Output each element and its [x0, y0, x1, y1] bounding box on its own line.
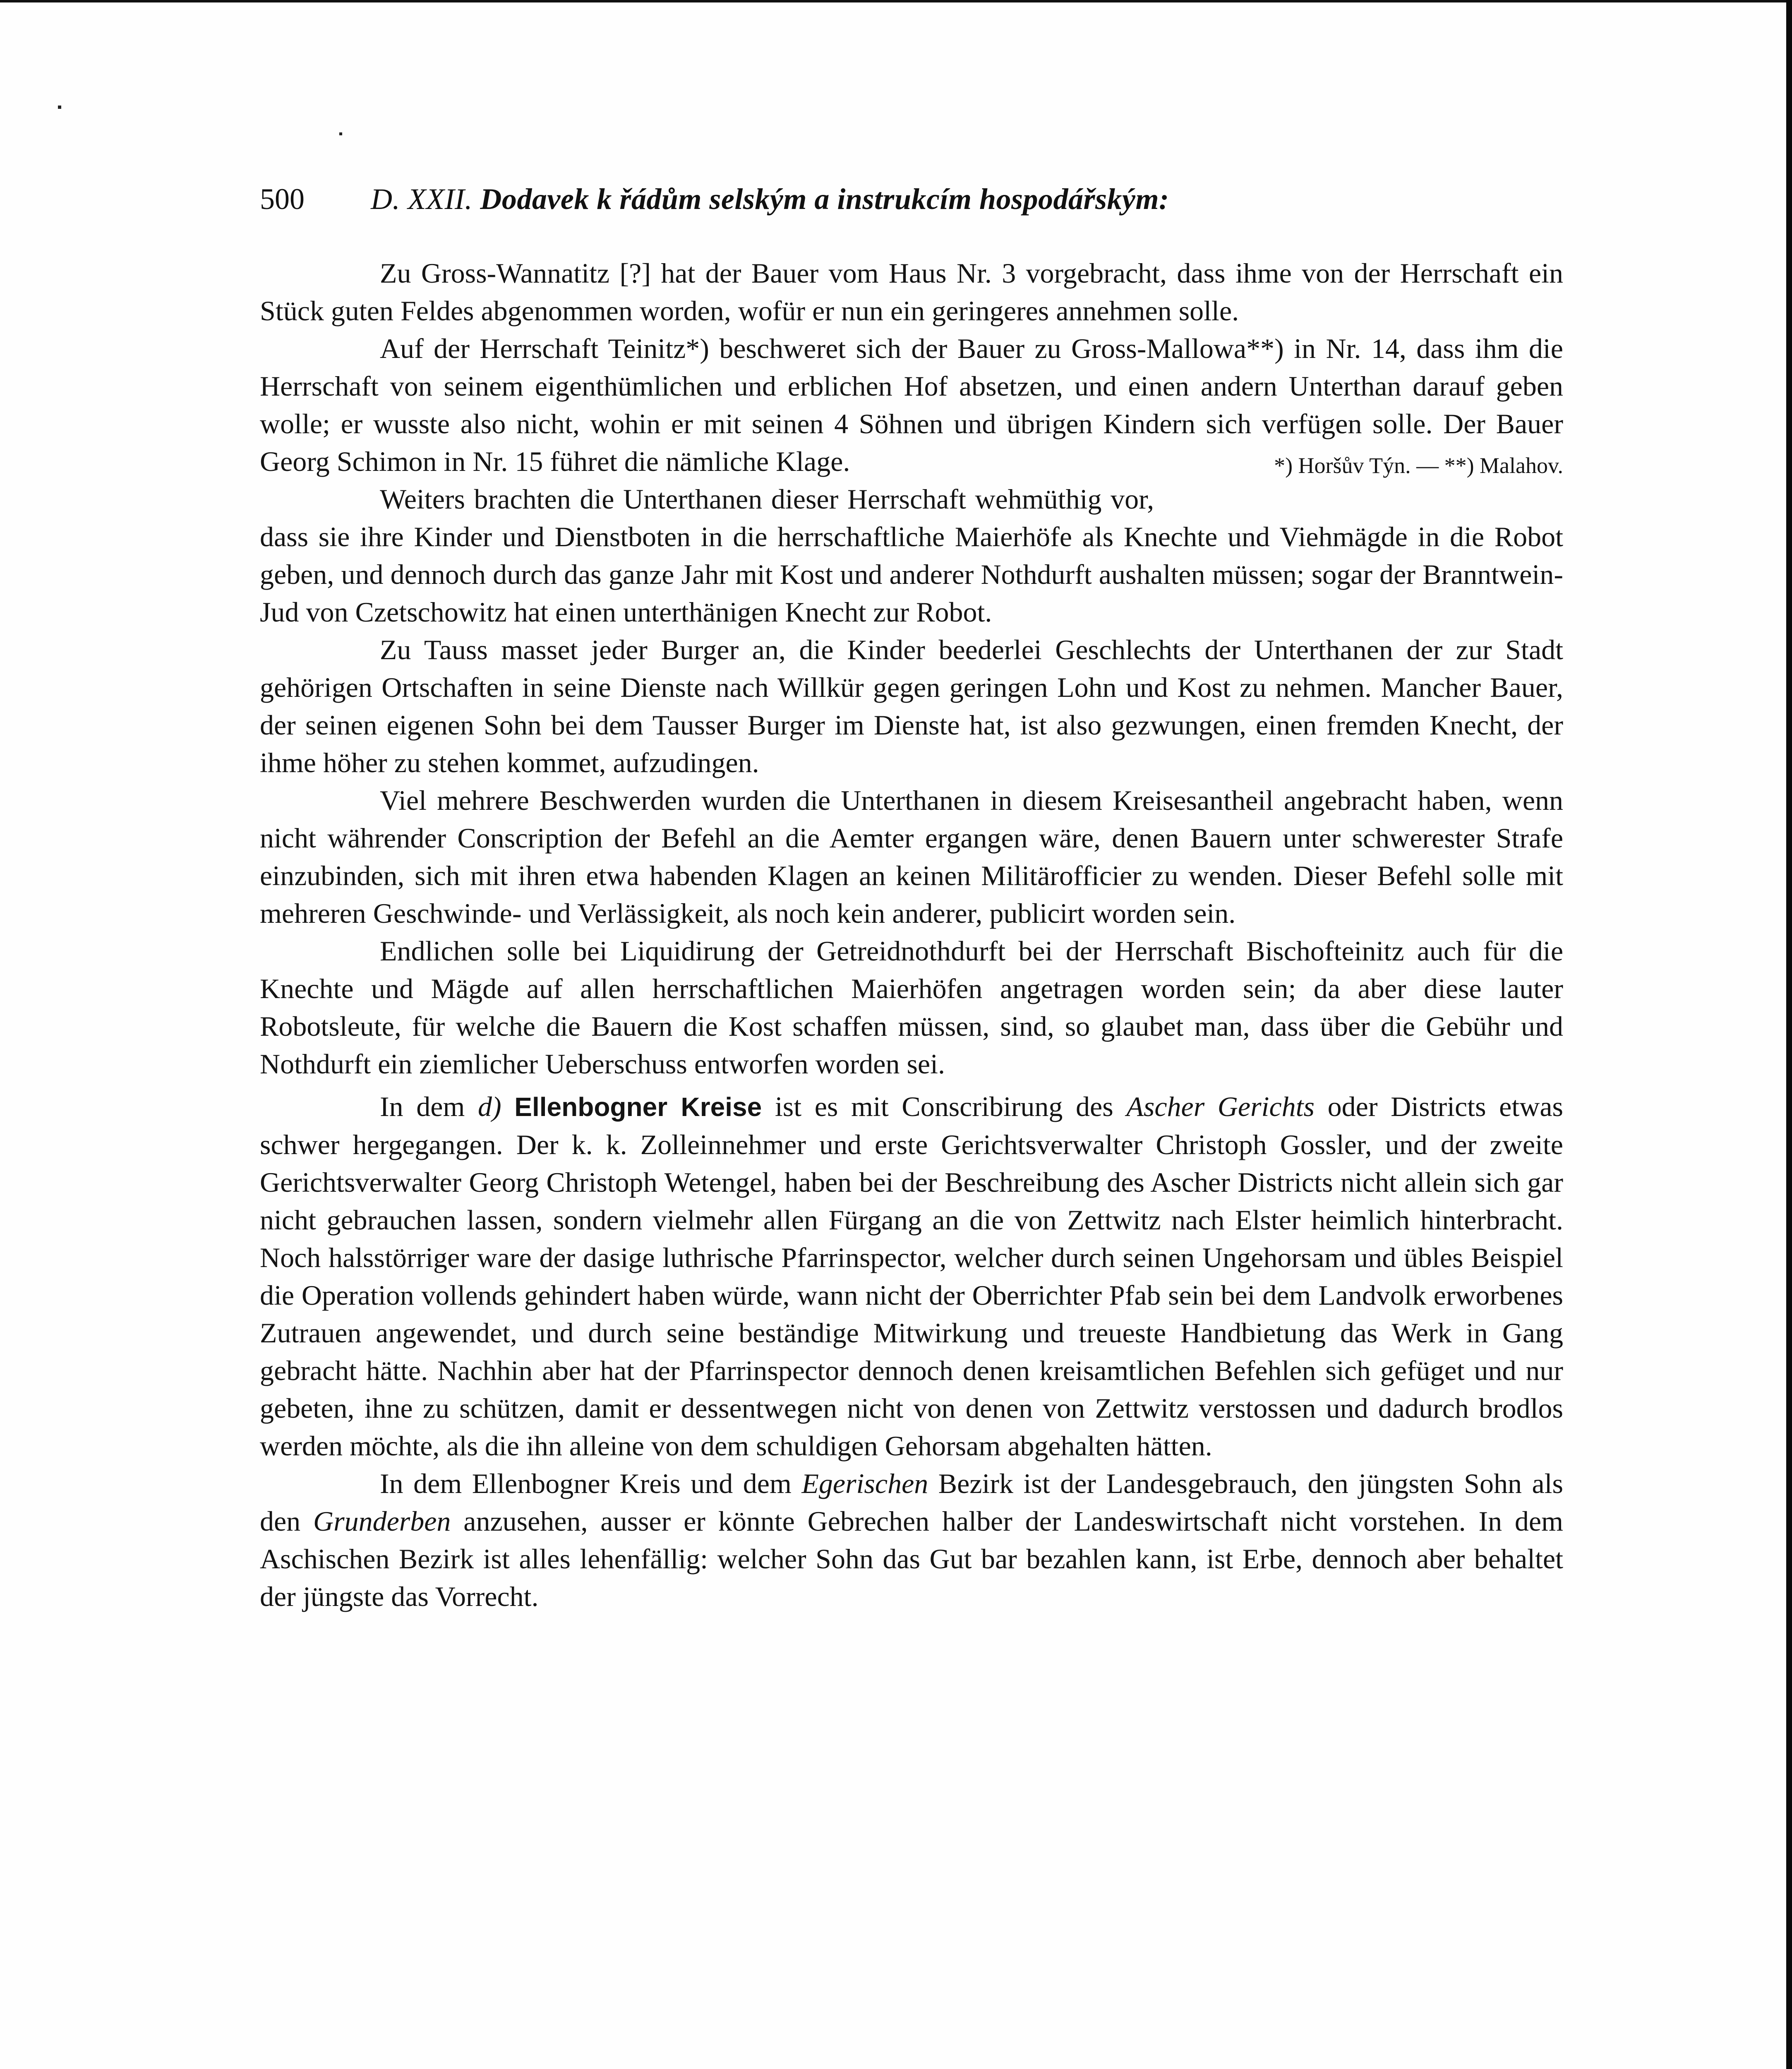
text-run: In dem Ellenbogner Kreis und dem	[380, 1468, 792, 1499]
paragraph-text: Auf der Herrschaft Teinitz*) beschweret sich der Bauer zu Gross-Mallowa**) in Nr. 14, dass ihm die Herrschaft von seinem eigenthümlichen und erblichen Hof absetzen, und einen andern Unterthan darauf geben wolle; er wusste also nicht, wohin er mit seinen 4 Söhnen und übrigen Kindern sich verfügen solle. Der Bauer Georg Schimon in Nr. 15 führet die nämliche Klage.	[260, 333, 1563, 477]
running-title	[371, 182, 1169, 216]
emphasis: Ascher Gerichts	[1126, 1091, 1315, 1122]
text-run: In dem	[380, 1091, 465, 1122]
section-heading: Ellenbogner Kreise	[514, 1092, 762, 1122]
running-header	[260, 182, 1563, 216]
text-run: Bezirk ist der Landesgebrauch, den jüngsten Sohn als den	[260, 1468, 1564, 1537]
text-run: anzusehen, ausser er könnte Gebrechen halber der Landeswirtschaft nicht vorstehen. In dem Aschischen Bezirk ist alles lehenfällig: welcher Sohn das Gut bar bezahlen kann, ist Erbe, dennoch aber behaltet der jüngste das Vorrecht.	[260, 1505, 1564, 1612]
paragraph	[260, 1088, 1563, 1465]
scan-speck	[339, 132, 342, 135]
paragraph: Endlichen solle bei Liquidirung der Getreidnothdurft bei der Herrschaft Bischofteinitz auch für die Knechte und Mägde auf allen herrschaftlichen Maierhöfen angetragen worden sein; da aber diese lauter Robotsleute, für welche die Bauern die Kost schaffen müssen, sind, so glaubet man, dass über die Gebühr und Nothdurft ein ziemlicher Ueberschuss entworfen worden sei.	[260, 935, 1563, 1080]
paragraph	[260, 1465, 1563, 1615]
title-prefix: D. XXII.	[371, 182, 473, 216]
emphasis: Egerischen	[801, 1468, 928, 1499]
paragraph: Zu Gross-Wannatitz [?] hat der Bauer vom Haus Nr. 3 vorgebracht, dass ihme von der Herrschaft ein Stück guten Feldes abgenommen worden, wofür er nun ein geringeres annehmen solle.	[260, 257, 1563, 326]
paragraph: Weiters brachten die Unterthanen dieser Herrschaft wehmüthig vor, dass sie ihre Kinder und Dienstboten in die herrschaftliche Maierhöfe als Knechte und Viehmägde in die Robot geben, und dennoch durch das ganze Jahr mit Kost und anderer Nothdurft aushalten müssen; sogar der Branntwein-Jud von Czetschowitz hat einen unterthänigen Knecht zur Robot.	[260, 483, 1563, 628]
title-text: Dodavek k řádům selským a instrukcím hospodářským:	[480, 182, 1169, 216]
scan-border-top	[0, 0, 1792, 2]
scan-speck	[58, 106, 61, 109]
text-run: ist es mit Conscribirung des	[775, 1091, 1113, 1122]
paragraph	[260, 330, 1563, 480]
footnote: *) Horšův Týn. — **) Malahov.	[1274, 453, 1563, 478]
emphasis: Grunderben	[313, 1505, 451, 1537]
paragraph: Viel mehrere Beschwerden wurden die Unterthanen in diesem Kreisesantheil angebracht haben, wenn nicht währender Conscription der Befehl an die Aemter ergangen wäre, denen Bauern unter schwerester Strafe einzubinden, sich mit ihren etwa habenden Klagen an keinen Militärofficier zu wenden. Dieser Befehl solle mit mehreren Geschwinde- und Verlässigkeit, als noch kein anderer, publicirt worden sein.	[260, 785, 1563, 929]
page-number: 500	[260, 182, 305, 216]
scan-border-right	[1786, 0, 1792, 2069]
body-text	[260, 254, 1563, 1615]
section-letter: d)	[478, 1091, 501, 1122]
text-run: oder Districts etwas schwer hergegangen. Der k. k. Zolleinnehmer und erste Gerichtsverwalter Christoph Gossler, und der zweite Gerichtsverwalter Georg Christoph Wetengel, haben bei der Beschreibung des Ascher Districts nicht allein sich gar nicht gebrauchen lassen, sondern vielmehr allen Fürgang an die von Zettwitz nach Elster heimlich hinterbracht. Noch halsstörriger ware der dasige luthrische Pfarrinspector, welcher durch seinen Ungehorsam und übles Beispiel die Operation vollends gehindert haben würde, wann nicht der Oberrichter Pfab sein bei dem Landvolk erworbenes Zutrauen angewendet, und durch seine beständige Mitwirkung und treueste Handbietung das Werk in Gang gebracht hätte. Nachhin aber hat der Pfarrinspector dennoch denen kreisamtlichen Befehlen sich gefüget und nur gebeten, ihne zu schützen, damit er dessentwegen nicht von denen von Zettwitz verstossen und dadurch brodlos werden möchte, als die ihn alleine von dem schuldigen Gehorsam abgehalten hätten.	[260, 1091, 1563, 1462]
paragraph: Zu Tauss masset jeder Burger an, die Kinder beederlei Geschlechts der Unterthanen der zur Stadt gehörigen Ortschaften in seine Dienste nach Willkür gegen geringen Lohn und Kost zu nehmen. Mancher Bauer, der seinen eigenen Sohn bei dem Tausser Burger im Dienste hat, ist also gezwungen, einen fremden Knecht, der ihme höher zu stehen kommet, aufzudingen.	[260, 634, 1563, 778]
